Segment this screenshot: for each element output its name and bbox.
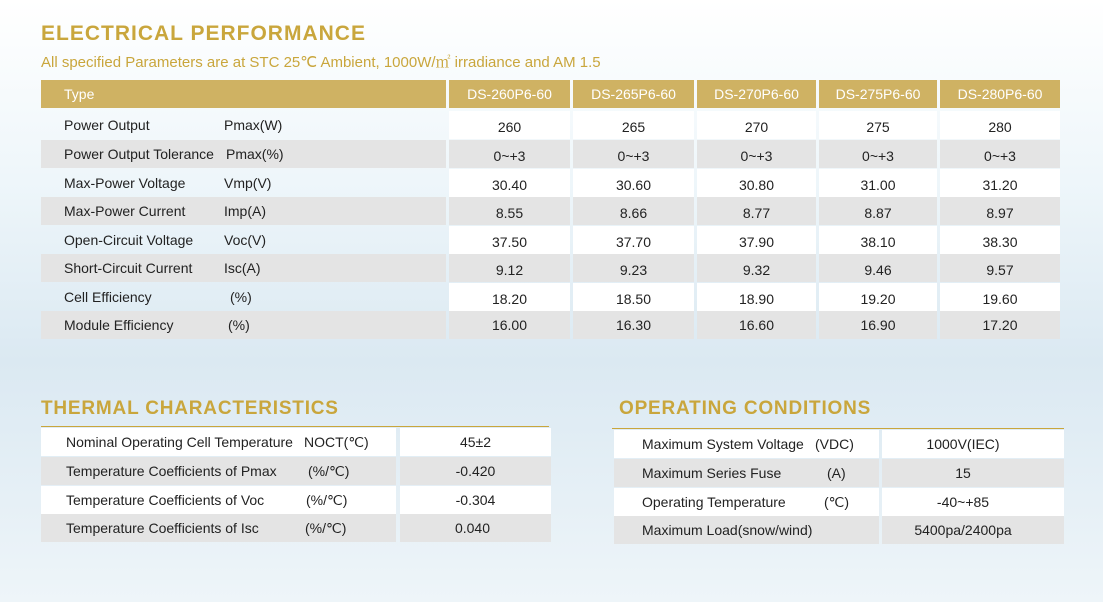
value-cell: 280: [988, 119, 1012, 135]
value-cell: 265: [621, 119, 646, 135]
value-cell: 19.60: [982, 291, 1018, 307]
type-header: Type: [64, 86, 95, 102]
value-cell: 17.20: [982, 317, 1018, 333]
thermal-characteristics-title: THERMAL CHARACTERISTICS: [41, 398, 339, 419]
value-cell: 260: [497, 119, 522, 135]
parameter-unit: NOCT(℃): [304, 434, 369, 450]
value-cell: -0.304: [455, 492, 496, 508]
value-cell: 9.12: [495, 262, 524, 278]
value-cell: 9.32: [742, 262, 771, 278]
value-cell: 38.30: [982, 234, 1018, 250]
parameter-unit: (%): [230, 289, 252, 305]
parameter-unit: Pmax(W): [224, 117, 283, 133]
value-cell: -40~+85: [936, 494, 990, 510]
table-row: [0, 459, 1103, 487]
parameter-unit: (%/℃): [306, 492, 348, 508]
parameter-label: Module Efficiency: [64, 317, 174, 333]
value-cell: 8.97: [986, 205, 1014, 221]
value-cell: 270: [744, 119, 769, 135]
value-cell: 9.57: [986, 262, 1014, 278]
value-cell: 5400pa/2400pa: [914, 522, 1012, 538]
table-row: [0, 488, 1103, 516]
parameter-label: Open-Circuit Voltage: [64, 232, 194, 248]
parameter-label: Max-Power Current: [64, 203, 186, 219]
table-row: [0, 111, 1103, 139]
value-cell: 8.55: [495, 205, 524, 221]
parameter-unit: Voc(V): [224, 232, 267, 248]
value-cell: 37.50: [491, 234, 528, 250]
value-cell: 16.30: [615, 317, 652, 333]
model-header: DS-280P6-60: [957, 86, 1043, 102]
section-rule: [41, 426, 549, 427]
parameter-label: Max-Power Voltage: [64, 175, 186, 191]
value-cell: 0~+3: [617, 148, 650, 164]
value-cell: 31.20: [982, 177, 1018, 193]
parameter-label: Maximum System Voltage: [642, 436, 804, 452]
value-cell: 0~+3: [493, 148, 526, 164]
operating-conditions-title: OPERATING CONDITIONS: [619, 398, 872, 419]
parameter-unit: Vmp(V): [224, 175, 272, 191]
table-row: [0, 197, 1103, 225]
parameter-label: Cell Efficiency: [64, 289, 152, 305]
value-cell: 18.90: [738, 291, 775, 307]
parameter-label: Temperature Coefficients of Pmax: [66, 463, 277, 479]
model-header: DS-265P6-60: [591, 86, 676, 102]
value-cell: 8.66: [619, 205, 648, 221]
parameter-label: Power Output Tolerance: [64, 146, 214, 162]
model-header: DS-275P6-60: [835, 86, 921, 102]
value-cell: 38.10: [860, 234, 896, 250]
value-cell: 31.00: [860, 177, 896, 193]
value-cell: 30.40: [491, 177, 528, 193]
table-row: [0, 516, 1103, 544]
value-cell: 0~+3: [740, 148, 773, 164]
value-cell: 18.20: [491, 291, 528, 307]
parameter-label: Maximum Load(snow/wind): [642, 522, 813, 538]
parameter-unit: Isc(A): [224, 260, 261, 276]
parameter-label: Nominal Operating Cell Temperature: [66, 434, 293, 450]
value-cell: 18.50: [615, 291, 652, 307]
value-cell: 16.60: [738, 317, 775, 333]
parameter-label: Temperature Coefficients of Voc: [66, 492, 265, 508]
parameter-unit: (%/℃): [305, 520, 347, 536]
stc-conditions-subtitle: All specified Parameters are at STC 25℃ Ambient, 1000W/㎡ irradiance and AM 1.5: [41, 54, 601, 71]
parameter-unit: Pmax(%): [226, 146, 284, 162]
value-cell: 0~+3: [984, 148, 1016, 164]
value-cell: 45±2: [459, 434, 492, 450]
table-row: [0, 311, 1103, 339]
section-rule: [612, 428, 1064, 429]
value-cell: 8.87: [864, 205, 892, 221]
parameter-unit: (%/℃): [308, 463, 350, 479]
table-row: [0, 430, 1103, 458]
table-row: [0, 140, 1103, 168]
parameter-unit: (VDC): [815, 436, 854, 452]
parameter-label: Power Output: [64, 117, 150, 133]
table-header-row: [0, 80, 1103, 108]
table-row: [0, 226, 1103, 254]
table-row: [0, 254, 1103, 282]
model-header: DS-260P6-60: [467, 86, 552, 102]
value-cell: -0.420: [455, 463, 496, 479]
value-cell: 16.00: [491, 317, 528, 333]
electrical-performance-title: ELECTRICAL PERFORMANCE: [41, 22, 366, 45]
table-row: [0, 283, 1103, 311]
parameter-unit: (℃): [824, 494, 850, 510]
model-header: DS-270P6-60: [714, 86, 799, 102]
value-cell: 19.20: [860, 291, 896, 307]
parameter-label: Short-Circuit Current: [64, 260, 193, 276]
parameter-unit: Imp(A): [224, 203, 266, 219]
value-cell: 15: [955, 465, 971, 481]
value-cell: 37.90: [738, 234, 775, 250]
value-cell: 1000V(IEC): [926, 436, 1000, 452]
parameter-label: Temperature Coefficients of Isc: [66, 520, 259, 536]
parameter-unit: (%): [228, 317, 250, 333]
value-cell: 16.90: [860, 317, 896, 333]
value-cell: 8.77: [742, 205, 771, 221]
parameter-label: Maximum Series Fuse: [642, 465, 782, 481]
parameter-unit: (A): [827, 465, 846, 481]
value-cell: 30.80: [738, 177, 775, 193]
value-cell: 9.23: [619, 262, 648, 278]
value-cell: 30.60: [615, 177, 652, 193]
value-cell: 9.46: [864, 262, 892, 278]
value-cell: 37.70: [615, 234, 652, 250]
value-cell: 275: [866, 119, 890, 135]
parameter-label: Operating Temperature: [642, 494, 786, 510]
value-cell: 0~+3: [862, 148, 894, 164]
table-row: [0, 169, 1103, 197]
value-cell: 0.040: [454, 520, 491, 536]
